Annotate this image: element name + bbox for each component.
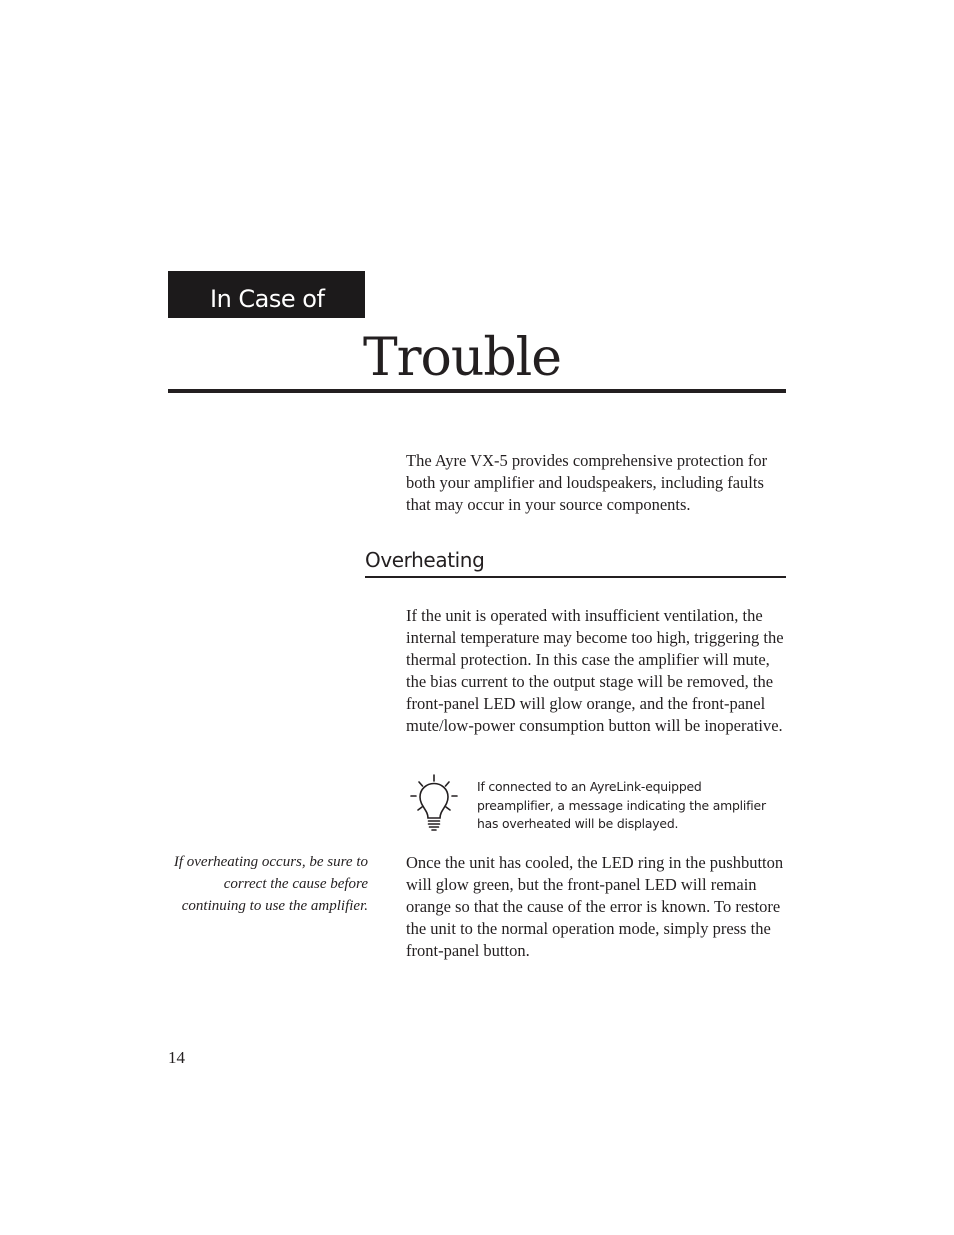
overheating-paragraph: If the unit is operated with insufficient ventilation, the internal temperature may become too high, triggering the thermal protection. In this case the amplifier will mute, the bias current to the output stage will be removed, the front-panel LED will glow orange, and the front-panel mute/low-power consumption button will be inoperative. — [406, 606, 784, 735]
section-heading: Overheating — [365, 546, 786, 578]
margin-note: If overheating occurs, be sure to correct the cause before continuing to use the amplifier. — [173, 854, 368, 914]
page-title: Trouble — [363, 328, 562, 388]
chapter-tab: In Case of — [168, 271, 365, 318]
page-number: 14 — [168, 1048, 185, 1067]
intro-paragraph: The Ayre VX-5 provides comprehensive protection for both your amplifier and loudspeakers, including faults that may occur in your source components. — [406, 451, 768, 514]
title-rule — [168, 389, 786, 393]
cooled-paragraph: Once the unit has cooled, the LED ring in the pushbutton will glow green, but the front-panel LED will remain orange so that the cause of the error is known. To restore the unit to the normal operation mode, simply press the front-panel button. — [406, 853, 784, 960]
tip-text: If connected to an AyreLink-equipped preamplifier, a message indicating the amplifier has overheated will be displayed. — [477, 779, 766, 832]
lightbulb-icon — [410, 774, 458, 832]
